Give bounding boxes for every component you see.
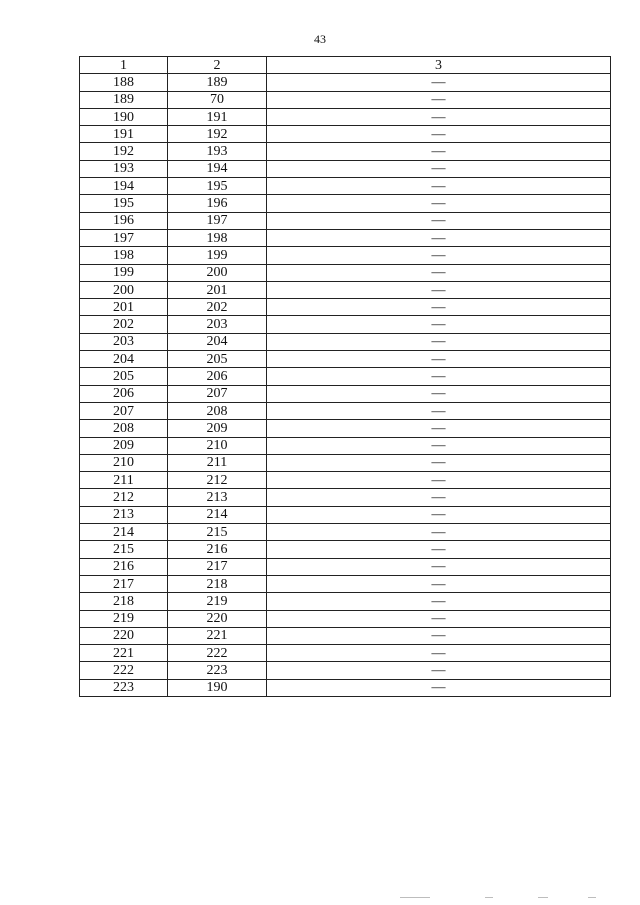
table-cell: 221 (168, 627, 267, 644)
table-cell: 216 (80, 558, 168, 575)
table-cell: — (267, 575, 611, 592)
table-cell: — (267, 178, 611, 195)
table-cell: — (267, 229, 611, 246)
table-cell: — (267, 264, 611, 281)
table-cell: 193 (168, 143, 267, 160)
table-row (80, 229, 611, 246)
table-row (80, 368, 611, 385)
table-row (80, 91, 611, 108)
table-cell: 220 (168, 610, 267, 627)
table-cell: 203 (168, 316, 267, 333)
table-cell: 70 (168, 91, 267, 108)
table-row (80, 454, 611, 471)
table-cell: 205 (80, 368, 168, 385)
table-row (80, 575, 611, 592)
table-cell: 207 (168, 385, 267, 402)
table-row (80, 610, 611, 627)
table-cell: 200 (168, 264, 267, 281)
table-cell: — (267, 212, 611, 229)
table-cell: 205 (168, 351, 267, 368)
table-cell: — (267, 454, 611, 471)
table-cell: — (267, 143, 611, 160)
table-cell: 199 (80, 264, 168, 281)
table-row (80, 316, 611, 333)
table-cell: 206 (168, 368, 267, 385)
table-cell: — (267, 524, 611, 541)
table-row (80, 679, 611, 696)
table-cell: 210 (80, 454, 168, 471)
table-cell: 192 (168, 126, 267, 143)
table-cell: 198 (168, 229, 267, 246)
table-row (80, 108, 611, 125)
table-row (80, 402, 611, 419)
column-header: 3 (267, 57, 611, 74)
table-cell: 197 (80, 229, 168, 246)
table-cell: 212 (80, 489, 168, 506)
table-cell: 192 (80, 143, 168, 160)
table-cell: 207 (80, 402, 168, 419)
table-row (80, 593, 611, 610)
table-row (80, 472, 611, 489)
column-header: 1 (80, 57, 168, 74)
table-cell: 195 (80, 195, 168, 212)
table-row (80, 489, 611, 506)
table-cell: 218 (168, 575, 267, 592)
table-cell: 213 (168, 489, 267, 506)
table-row (80, 247, 611, 264)
table-cell: 218 (80, 593, 168, 610)
table-cell: 213 (80, 506, 168, 523)
table-cell: — (267, 489, 611, 506)
table-cell: 204 (168, 333, 267, 350)
table-cell: 200 (80, 281, 168, 298)
table-cell: 217 (168, 558, 267, 575)
table-cell: — (267, 558, 611, 575)
table-row (80, 558, 611, 575)
table-cell: 211 (168, 454, 267, 471)
table-cell: 202 (80, 316, 168, 333)
table-cell: 211 (80, 472, 168, 489)
table-cell: 219 (80, 610, 168, 627)
table-cell: 222 (80, 662, 168, 679)
table-cell: 209 (80, 437, 168, 454)
table-cell: — (267, 351, 611, 368)
table-cell: 194 (168, 160, 267, 177)
table-cell: — (267, 610, 611, 627)
data-table (79, 56, 611, 697)
table-cell: 210 (168, 437, 267, 454)
table-cell: 194 (80, 178, 168, 195)
table-cell: — (267, 541, 611, 558)
table-cell: 190 (168, 679, 267, 696)
table-cell: 223 (80, 679, 168, 696)
table-cell: 195 (168, 178, 267, 195)
table-row (80, 195, 611, 212)
table-row (80, 281, 611, 298)
table-cell: 223 (168, 662, 267, 679)
table-cell: — (267, 472, 611, 489)
table-cell: 217 (80, 575, 168, 592)
table-cell: 199 (168, 247, 267, 264)
table-cell: 208 (80, 420, 168, 437)
table-row (80, 506, 611, 523)
table-cell: 214 (168, 506, 267, 523)
table-cell: 222 (168, 645, 267, 662)
table-row (80, 524, 611, 541)
table-row (80, 74, 611, 91)
table-cell: — (267, 195, 611, 212)
table-cell: — (267, 679, 611, 696)
table-row (80, 212, 611, 229)
table-cell: — (267, 437, 611, 454)
table-cell: 197 (168, 212, 267, 229)
table-body (80, 74, 611, 697)
table-row (80, 420, 611, 437)
table-header-row (80, 57, 611, 74)
table-row (80, 299, 611, 316)
table-cell: 201 (80, 299, 168, 316)
table-cell: 208 (168, 402, 267, 419)
table-cell: 191 (80, 126, 168, 143)
table-cell: 215 (168, 524, 267, 541)
table-cell: — (267, 662, 611, 679)
table-cell: — (267, 126, 611, 143)
table-row (80, 437, 611, 454)
table-cell: 215 (80, 541, 168, 558)
table-cell: 189 (168, 74, 267, 91)
table-cell: 209 (168, 420, 267, 437)
table-cell: — (267, 160, 611, 177)
table-cell: — (267, 420, 611, 437)
table-cell: 201 (168, 281, 267, 298)
table-cell: 196 (168, 195, 267, 212)
table-cell: 219 (168, 593, 267, 610)
scan-artifact-marks (400, 895, 620, 901)
table-cell: — (267, 645, 611, 662)
table-cell: — (267, 402, 611, 419)
table-cell: — (267, 593, 611, 610)
table-row (80, 385, 611, 402)
page-number: 43 (314, 32, 326, 46)
table-row (80, 541, 611, 558)
table-row (80, 645, 611, 662)
table-cell: 196 (80, 212, 168, 229)
table-cell: 212 (168, 472, 267, 489)
table-cell: — (267, 74, 611, 91)
table-cell: — (267, 108, 611, 125)
table-row (80, 126, 611, 143)
table-cell: — (267, 316, 611, 333)
table-cell: 189 (80, 91, 168, 108)
table-cell: — (267, 368, 611, 385)
table-cell: 203 (80, 333, 168, 350)
table-row (80, 351, 611, 368)
table-row (80, 662, 611, 679)
table-cell: 221 (80, 645, 168, 662)
table-cell: 220 (80, 627, 168, 644)
table-row (80, 627, 611, 644)
table-row (80, 160, 611, 177)
table-cell: 188 (80, 74, 168, 91)
table-cell: — (267, 281, 611, 298)
table-cell: 198 (80, 247, 168, 264)
table-cell: 193 (80, 160, 168, 177)
table-cell: 206 (80, 385, 168, 402)
column-header: 2 (168, 57, 267, 74)
table-cell: 214 (80, 524, 168, 541)
table-cell: — (267, 247, 611, 264)
table-row (80, 143, 611, 160)
table-cell: — (267, 333, 611, 350)
table-row (80, 264, 611, 281)
table-cell: 216 (168, 541, 267, 558)
table-cell: 191 (168, 108, 267, 125)
table-cell: — (267, 627, 611, 644)
table-cell: — (267, 506, 611, 523)
table-cell: — (267, 385, 611, 402)
table-cell: 202 (168, 299, 267, 316)
table-cell: 204 (80, 351, 168, 368)
table-row (80, 178, 611, 195)
table-cell: — (267, 91, 611, 108)
table-cell: — (267, 299, 611, 316)
table-row (80, 333, 611, 350)
table-cell: 190 (80, 108, 168, 125)
